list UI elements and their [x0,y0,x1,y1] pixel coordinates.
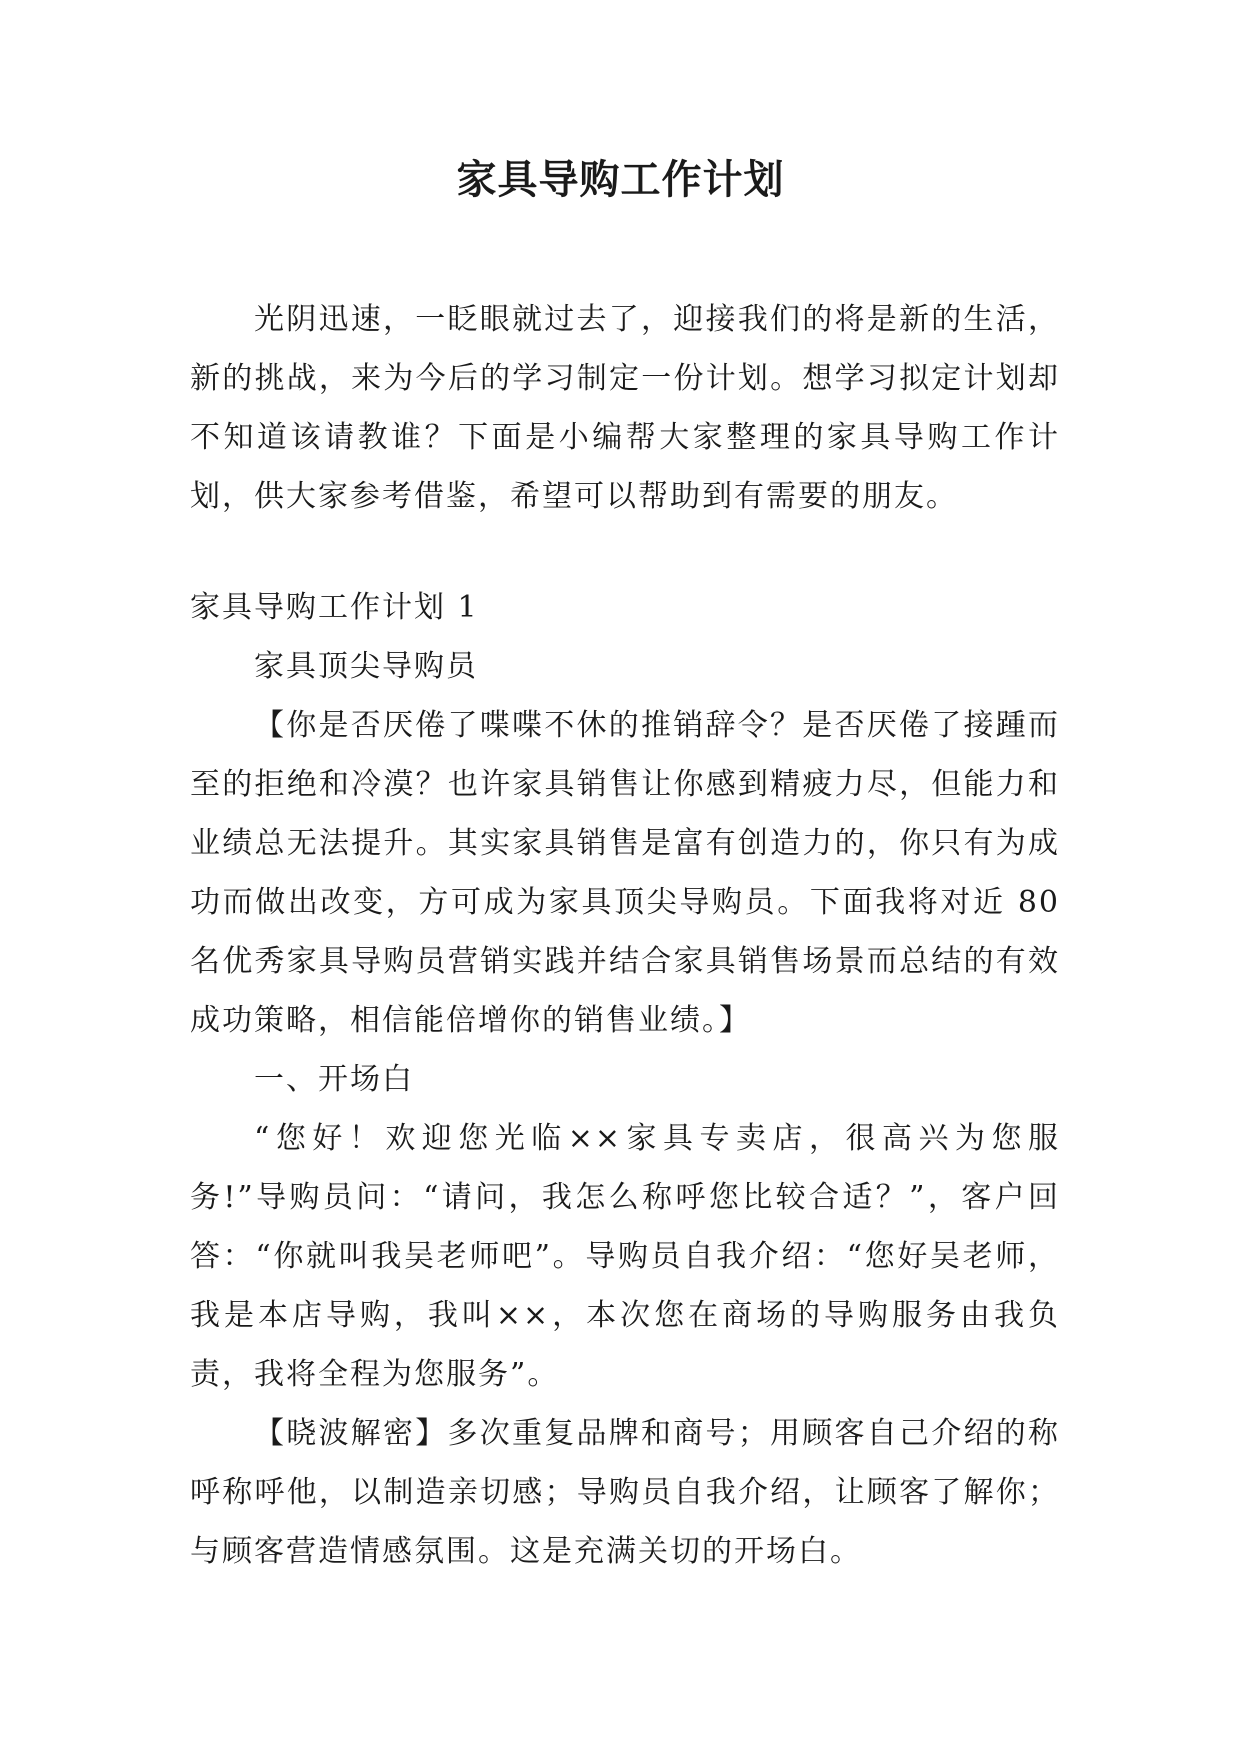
document-body [190,290,1060,1581]
section-heading: 家具导购工作计划 1 [190,590,479,625]
body-paragraph: 【你是否厌倦了喋喋不休的推销辞令？是否厌倦了接踵而至的拒绝和冷漠？也许家具销售让你感到精疲力尽，但能力和业绩总无法提升。其实家具销售是富有创造力的，你只有为成功而做出改变，方可成为家具顶尖导购员。下面我将对近 80 名优秀家具导购员营销实践并结合家具销售场景而总结的有效成功策略，相信能倍增你的销售业绩。】 [190,708,1060,1038]
intro-paragraph: 光阴迅速，一眨眼就过去了，迎接我们的将是新的生活，新的挑战，来为今后的学习制定一份计划。想学习拟定计划却不知道该请教谁？下面是小编帮大家整理的家具导购工作计划，供大家参考借鉴，希望可以帮助到有需要的朋友。 [190,302,1060,514]
section-subtitle: 家具顶尖导购员 [254,649,478,684]
subsection-heading: 一、开场白 [254,1062,414,1097]
document-title: 家具导购工作计划 [456,156,785,203]
body-paragraph: 【晓波解密】多次重复品牌和商号；用顾客自己介绍的称呼称呼他，以制造亲切感；导购员自我介绍，让顾客了解你；与顾客营造情感氛围。这是充满关切的开场白。 [190,1416,1060,1569]
body-paragraph: “您好！欢迎您光临××家具专卖店，很高兴为您服务!”导购员问：“请问，我怎么称呼您比较合适？”，客户回答：“你就叫我吴老师吧”。导购员自我介绍：“您好吴老师，我是本店导购，我叫××，本次您在商场的导购服务由我负责，我将全程为您服务”。 [190,1121,1060,1392]
